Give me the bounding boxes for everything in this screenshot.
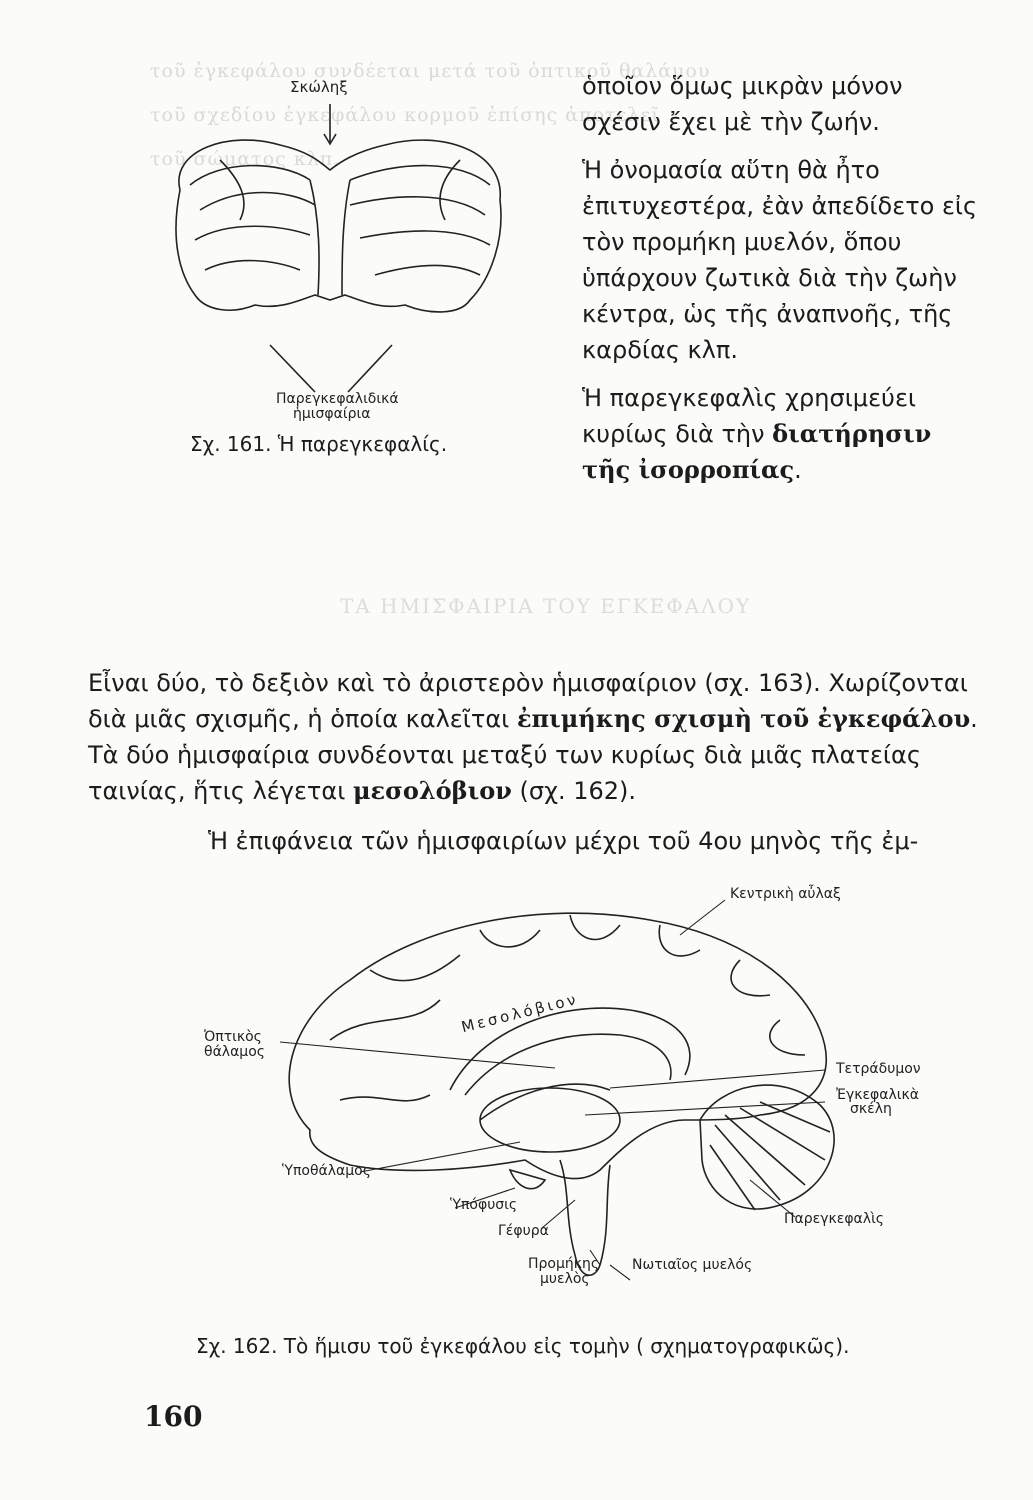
bold-term: μεσολόβιον bbox=[352, 776, 512, 805]
show-through-heading: ΤΑ ΗΜΙΣΦΑΙΡΙΑ ΤΟΥ ΕΓΚΕΦΑΛΟΥ bbox=[340, 594, 752, 618]
intro-paragraph: Ἡ ὀνομασία αὕτη θὰ ἦτο ἐπιτυχεστέρα, ἐὰν ἀπεδίδετο εἰς τὸν προμήκη μυελόν, ὅπου ὑπάρχουν ζωτικὰ διὰ τὴν ζωὴν κέντρα, ὡς τῆς ἀναπνοῆς, τῆς καρδίας κλπ. bbox=[582, 156, 978, 364]
intro-bold-term: διατήρησιν τῆς ἰσορροπίας bbox=[582, 419, 932, 484]
fig162-label-medulla: Προμήκης bbox=[528, 1256, 600, 1272]
fig161-vermis-label: Σκώληξ bbox=[290, 78, 348, 96]
fig162-label-central-sulcus: Κεντρικὴ αὖλαξ bbox=[730, 886, 841, 902]
show-through-text: τοῦ σώματος κλπ. bbox=[150, 148, 341, 170]
fig162-caption: Σχ. 162. Τὸ ἥμισυ τοῦ ἐγκεφάλου εἰς τομὴν ( σχηματογραφικῶς). bbox=[196, 1334, 850, 1358]
fig161-hemispheres-label: ἡμισφαίρια bbox=[293, 406, 371, 422]
fig162-label-cerebellum: Παρεγκεφαλὶς bbox=[784, 1211, 885, 1227]
fig162-brain-drawing bbox=[180, 870, 980, 1290]
intro-paragraph bbox=[582, 380, 982, 488]
fig162-label-quadrigemina: Τετράδυμον bbox=[836, 1061, 921, 1077]
show-through-text: τοῦ ἐγκεφάλου συνδέεται μετά τοῦ ὀπτικοῦ θαλάμου bbox=[150, 60, 711, 82]
fig162-label-thalamus: θάλαμος bbox=[204, 1044, 265, 1060]
intro-text: Ἡ παρεγκεφαλὶς χρησιμεύει κυρίως διὰ τὴν bbox=[582, 384, 917, 448]
fig162-label-peduncles: σκέλη bbox=[850, 1101, 892, 1117]
body-paragraph bbox=[88, 665, 983, 809]
body-paragraph: Ἡ ἐπιφάνεια τῶν ἡμισφαιρίων μέχρι τοῦ 4ου μηνὸς τῆς ἐμ- bbox=[208, 827, 919, 855]
body-text-run: (σχ. 162). bbox=[511, 777, 636, 805]
fig162-label-thalamus: Ὀπτικὸς bbox=[204, 1029, 262, 1045]
intro-column bbox=[582, 68, 982, 500]
fig162-label-peduncles: Ἐγκεφαλικὰ bbox=[836, 1087, 920, 1103]
bold-term: ἐπιμήκης σχισμὴ τοῦ ἐγκεφάλου bbox=[516, 704, 971, 733]
fig161-cerebellum-drawing bbox=[160, 100, 540, 430]
intro-text: . bbox=[794, 456, 802, 484]
body-text bbox=[88, 665, 983, 859]
fig161-caption: Σχ. 161. Ἡ παρεγκεφαλίς. bbox=[190, 432, 448, 456]
fig162-label-spinal-cord: Νωτιαῖος μυελός bbox=[632, 1257, 753, 1273]
body-text-run: . Τὰ δύο ἡμισφαίρια συνδέονται μεταξύ των κυρίως διὰ μιᾶς πλατείας ταινίας, ἥτις λέγεται bbox=[88, 705, 978, 805]
page-number: 160 bbox=[144, 1400, 203, 1433]
fig162-label-corpus-callosum: Μεσολόβιον bbox=[459, 989, 581, 1037]
fig162-label-pituitary: Ὑπόφυσις bbox=[450, 1197, 518, 1213]
fig162-label-medulla: μυελὸς bbox=[540, 1271, 590, 1287]
intro-paragraph: ὁποῖον ὅμως μικρὰν μόνον σχέσιν ἔχει μὲ τὴν ζωήν. bbox=[582, 72, 903, 136]
fig161-hemispheres-label: Παρεγκεφαλιδικά bbox=[276, 391, 399, 407]
fig162-label-pons: Γέφυρα bbox=[498, 1223, 549, 1239]
fig162-label-hypothalamus: Ὑποθάλαμος bbox=[282, 1163, 371, 1179]
show-through-text: τοῦ σχεδίου ἐγκεφάλου κορμοῦ ἐπίσης ἀποτελεῖ bbox=[150, 104, 660, 126]
body-text-run: Εἶναι δύο, τὸ δεξιὸν καὶ τὸ ἀριστερὸν ἡμισφαίριον (σχ. 163). Χωρίζονται διὰ μιᾶς σχισμῆς, ἡ ὁποία καλεῖται bbox=[88, 669, 968, 733]
